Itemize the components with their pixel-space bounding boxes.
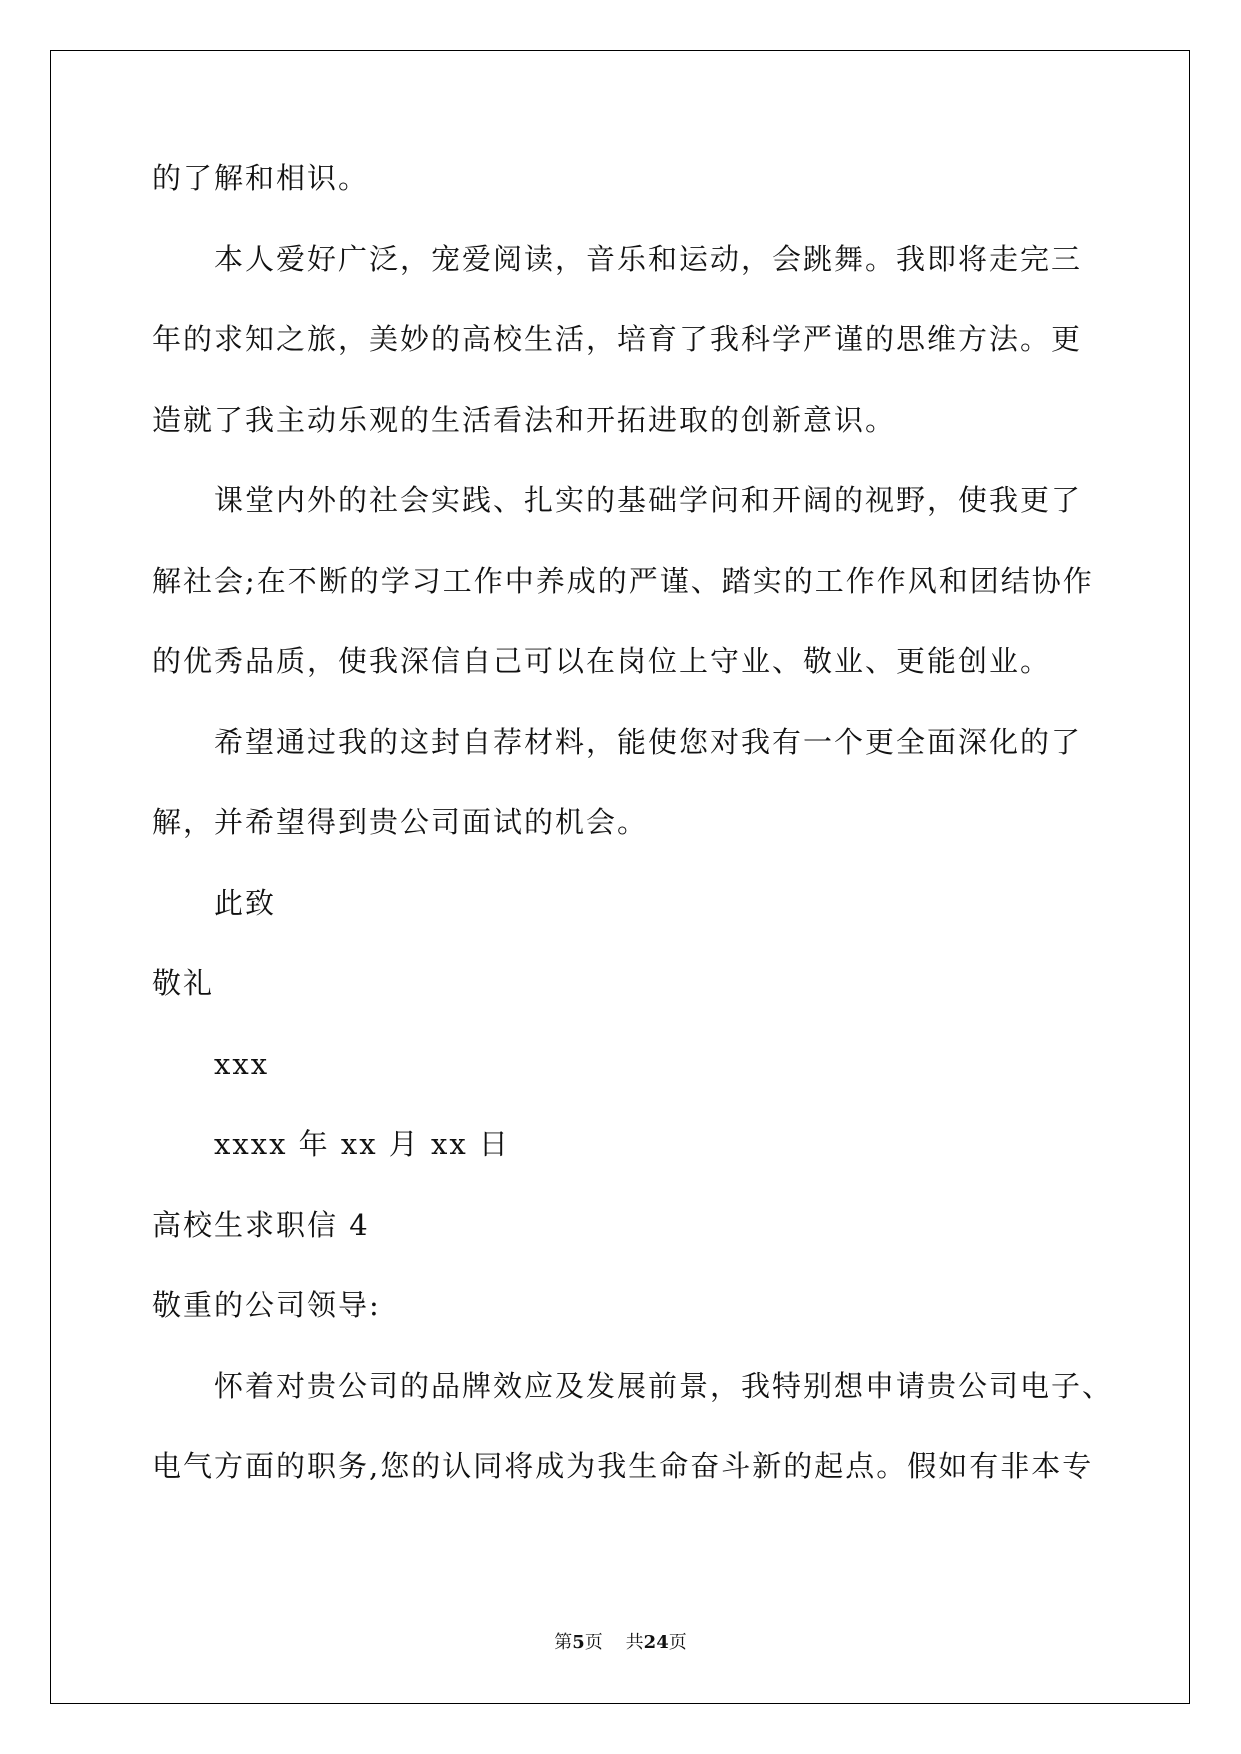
footer-prefix: 第 — [554, 1632, 573, 1653]
text-line: 解，并希望得到贵公司面试的机会。 — [152, 805, 649, 839]
text-line: 电气方面的职务,您的认同将成为我生命奋斗新的起点。假如有非本专 — [152, 1449, 1094, 1483]
text-line: 希望通过我的这封自荐材料，能使您对我有一个更全面深化的了 — [214, 724, 1083, 759]
salutation-regards: 敬礼 — [152, 966, 215, 1000]
section-heading: 高校生求职信 4 — [152, 1207, 370, 1242]
letter-greeting: 敬重的公司领导: — [152, 1288, 381, 1322]
footer-page-unit: 页 — [584, 1632, 603, 1653]
salutation-closing: 此致 — [214, 885, 277, 920]
signature-name: xxx — [214, 1046, 270, 1081]
text-line: 的优秀品质，使我深信自己可以在岗位上守业、敬业、更能创业。 — [152, 644, 1052, 678]
signature-date: xxxx 年 xx 月 xx 日 — [214, 1127, 510, 1161]
text-line: 年的求知之旅，美妙的高校生活，培育了我科学严谨的思维方法。更 — [152, 322, 1083, 356]
text-line: 怀着对贵公司的品牌效应及发展前景，我特别想申请贵公司电子、 — [214, 1368, 1114, 1403]
text-line: 解社会;在不断的学习工作中养成的严谨、踏实的工作作风和团结协作 — [152, 563, 1094, 598]
text-line: 的了解和相识。 — [152, 161, 370, 195]
footer-total-prefix: 共 — [625, 1632, 644, 1653]
page-number: 5 — [572, 1632, 585, 1653]
footer-total-unit: 页 — [668, 1632, 687, 1653]
text-line: 课堂内外的社会实践、扎实的基础学问和开阔的视野，使我更了 — [214, 483, 1083, 517]
page-total: 24 — [643, 1632, 669, 1653]
page-footer — [0, 1628, 1241, 1654]
document-body — [152, 161, 1114, 1532]
text-line: 本人爱好广泛，宠爱阅读，音乐和运动，会跳舞。我即将走完三 — [214, 241, 1083, 276]
text-line: 造就了我主动乐观的生活看法和开拓进取的创新意识。 — [152, 402, 897, 437]
